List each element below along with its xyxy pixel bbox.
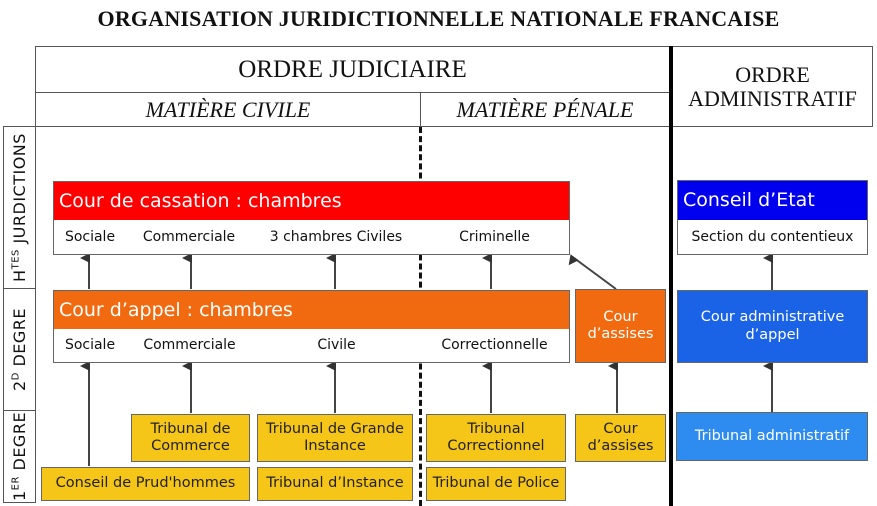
appel-chambre-correctionnelle: Correctionnelle: [420, 329, 570, 363]
conseil-etat-header: [677, 180, 868, 221]
appel-chambre-sociale: Sociale: [53, 329, 127, 363]
cour-assises-premier-degre: Cour d’assises: [575, 414, 666, 462]
cassation-chambre-sociale: Sociale: [53, 220, 127, 255]
tribunal-de-commerce: Tribunal de Commerce: [131, 414, 250, 462]
tribunal-administratif: Tribunal administratif: [676, 412, 868, 461]
cour-appel-title: Cour d’appel : chambres: [59, 298, 293, 321]
matiere-civile-label: MATIÈRE CIVILE: [145, 96, 311, 122]
page-title: ORGANISATION JURIDICTIONNELLE NATIONALE FRANCAISE: [97, 6, 780, 31]
ordre-administratif-line1: ORDRE: [735, 62, 810, 88]
side-label-second-degre: $2^D$ DEGRE: [3, 288, 36, 411]
tribunal-de-police: Tribunal de Police: [426, 467, 566, 501]
tribunal-grande-instance: Tribunal de Grande Instance: [257, 414, 413, 462]
ordre-administratif-line2: ADMINISTRATIF: [688, 85, 857, 111]
appel-chambre-commerciale: Commerciale: [126, 329, 254, 363]
side-label-premier-degre: 1ER DEGRE: [3, 410, 36, 503]
appel-chambre-civile: Civile: [253, 329, 421, 363]
tribunal-d-instance: Tribunal d’Instance: [257, 467, 413, 501]
side-label-hautes-juridictions: $H^{TES}$ JURDICTIONS: [3, 126, 36, 289]
cour-administrative-appel: Cour administrative d’appel: [677, 290, 868, 363]
cour-assises-appel: Cour d’assises: [575, 289, 666, 363]
cassation-chambres-civiles: 3 chambres Civiles: [252, 220, 421, 255]
cour-de-cassation-header: [53, 181, 570, 221]
cassation-chambre-criminelle: Criminelle: [420, 220, 570, 255]
arrow-assises-to-criminelle: [574, 258, 616, 289]
cassation-chambre-commerciale: Commerciale: [126, 220, 253, 255]
ordre-judiciaire-label: ORDRE JUDICIAIRE: [238, 55, 467, 83]
section-du-contentieux: Section du contentieux: [677, 220, 868, 255]
conseil-de-prudhommes: Conseil de Prud'hommes: [41, 467, 250, 501]
conseil-etat-title: Conseil d’Etat: [683, 189, 815, 212]
matiere-penale-label: MATIÈRE PÉNALE: [456, 96, 634, 122]
cour-appel-header: [53, 290, 570, 330]
tribunal-correctionnel: Tribunal Correctionnel: [426, 414, 566, 462]
cour-de-cassation-title: Cour de cassation : chambres: [59, 189, 342, 212]
